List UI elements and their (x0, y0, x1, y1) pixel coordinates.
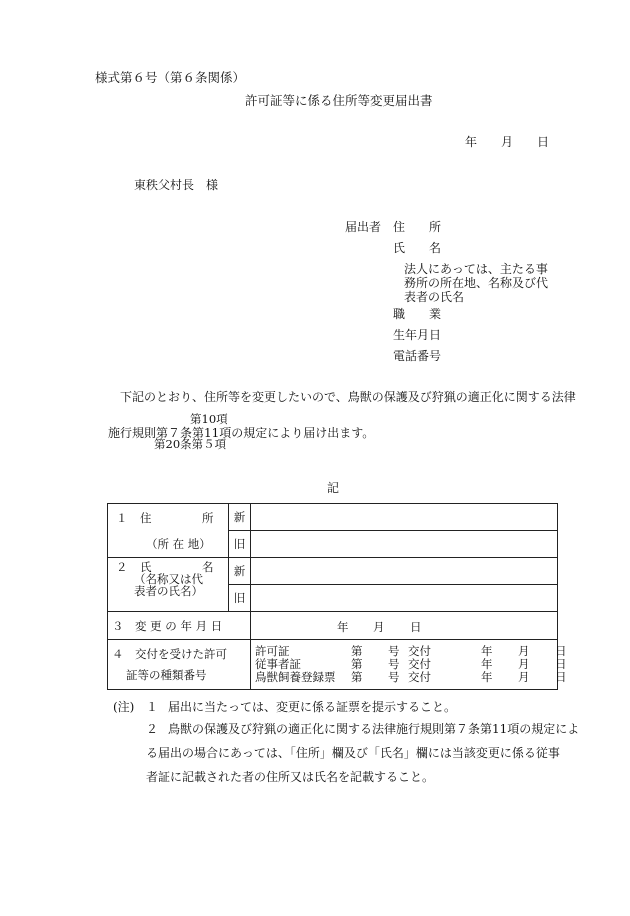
applicant-occupation-label: 職 業 (393, 307, 442, 321)
date-day: 日 (537, 135, 550, 149)
table-row-name-new (108, 558, 558, 585)
licenses-field[interactable] (251, 640, 567, 690)
applicant-birthdate-label: 生年月日 (393, 328, 442, 342)
row1-sublabel: （所 在 地） (108, 531, 229, 558)
license-dai: 第 (351, 670, 363, 684)
row4-label-line2: 証等の種類番号 (126, 667, 207, 682)
body-text-line1: 下記のとおり、住所等を変更したいので、鳥獣の保護及び狩猟の適正化に関する法律 (120, 390, 576, 404)
table-row-name-old (108, 585, 558, 612)
corp-note-line3: 表者の氏名 (404, 290, 465, 304)
license-year: 年 (481, 657, 493, 671)
table-row-change-date (108, 612, 558, 640)
table-row-address-old (108, 531, 558, 558)
address-old-field[interactable] (251, 531, 558, 558)
ki-heading: 記 (327, 481, 340, 495)
row1-label-a: 住 (140, 511, 152, 526)
date-month: 月 (501, 135, 514, 149)
corp-note-line1: 法人にあっては、主たる事 (404, 262, 548, 276)
license-month: 月 (518, 644, 530, 658)
license-issue: 交付 (408, 657, 431, 671)
change-date-field[interactable] (251, 612, 558, 640)
address-new-field[interactable] (251, 504, 558, 531)
row2-number: ２ (116, 559, 128, 574)
row3-day: 日 (410, 619, 422, 634)
license-month: 月 (518, 670, 530, 684)
license-year: 年 (481, 644, 493, 658)
body-option-lower: 第20条第５項 (154, 437, 227, 451)
license-name: 許可証 (255, 644, 290, 658)
row2-label-a: 氏 (140, 559, 152, 574)
table-row-licenses (108, 640, 558, 690)
license-issue: 交付 (408, 670, 431, 684)
row2-sublabel-1: （名称又は代 (134, 571, 203, 586)
license-name: 鳥獣飼養登録票 (255, 670, 336, 684)
license-dai: 第 (351, 657, 363, 671)
date-year: 年 (465, 135, 478, 149)
note1-text: 届出に当たっては、変更に係る証票を提示すること。 (168, 700, 457, 714)
license-year: 年 (481, 670, 493, 684)
license-day: 日 (555, 657, 567, 671)
document-title: 許可証等に係る住所等変更届出書 (245, 93, 433, 108)
license-go: 号 (388, 644, 400, 658)
addressee: 東秩父村長 様 (134, 178, 219, 192)
row2-old-marker: 旧 (229, 585, 251, 612)
notes-prefix: (注) (113, 700, 135, 714)
name-old-field[interactable] (251, 585, 558, 612)
row1-number: １ (116, 511, 128, 526)
row1-new-marker: 新 (229, 504, 251, 531)
row1-old-marker: 旧 (229, 531, 251, 558)
license-month: 月 (518, 657, 530, 671)
row2-sublabel-2: 表者の氏名） (108, 585, 229, 612)
license-go: 号 (388, 657, 400, 671)
row3-month: 月 (373, 619, 385, 634)
name-new-field[interactable] (251, 558, 558, 585)
row3-year: 年 (337, 619, 349, 634)
license-day: 日 (555, 670, 567, 684)
body-text-line2: 施行規則第７条第11項の規定により届け出ます。 (108, 426, 375, 440)
note2-line2: る届出の場合にあっては、「住所」欄及び「氏名」欄には当該変更に係る従事 (146, 746, 560, 760)
body-option-upper: 第10項 (190, 412, 228, 426)
applicant-label: 届出者 (345, 220, 382, 234)
applicant-phone-label: 電話番号 (393, 349, 442, 363)
form-number: 様式第６号（第６条関係） (95, 70, 246, 85)
license-day: 日 (555, 644, 567, 658)
row3-label: ３ 変 更 の 年 月 日 (108, 612, 251, 640)
note2-line1: 鳥獣の保護及び狩猟の適正化に関する法律施行規則第７条第11項の規定によ (168, 722, 580, 736)
row2-new-marker: 新 (229, 558, 251, 585)
row4-label-line1: ４ 交付を受けた許可 (112, 646, 227, 661)
note2-number: ２ (146, 722, 159, 736)
license-row (255, 670, 567, 684)
note2-line3: 者証に記載された者の住所又は氏名を記載すること。 (146, 770, 435, 784)
license-go: 号 (388, 670, 400, 684)
license-dai: 第 (351, 644, 363, 658)
table-row-address-new (108, 504, 558, 531)
change-details-table (107, 503, 567, 690)
corp-note-line2: 務所の所在地、名称及び代 (404, 276, 549, 290)
license-issue: 交付 (408, 644, 431, 658)
note1-number: １ (146, 700, 159, 714)
row2-label-b: 名 (202, 559, 214, 574)
applicant-name-label: 氏 名 (393, 241, 442, 255)
license-name: 従事者証 (255, 657, 301, 671)
row1-label-b: 所 (202, 511, 214, 526)
applicant-address-label: 住 所 (393, 220, 442, 234)
